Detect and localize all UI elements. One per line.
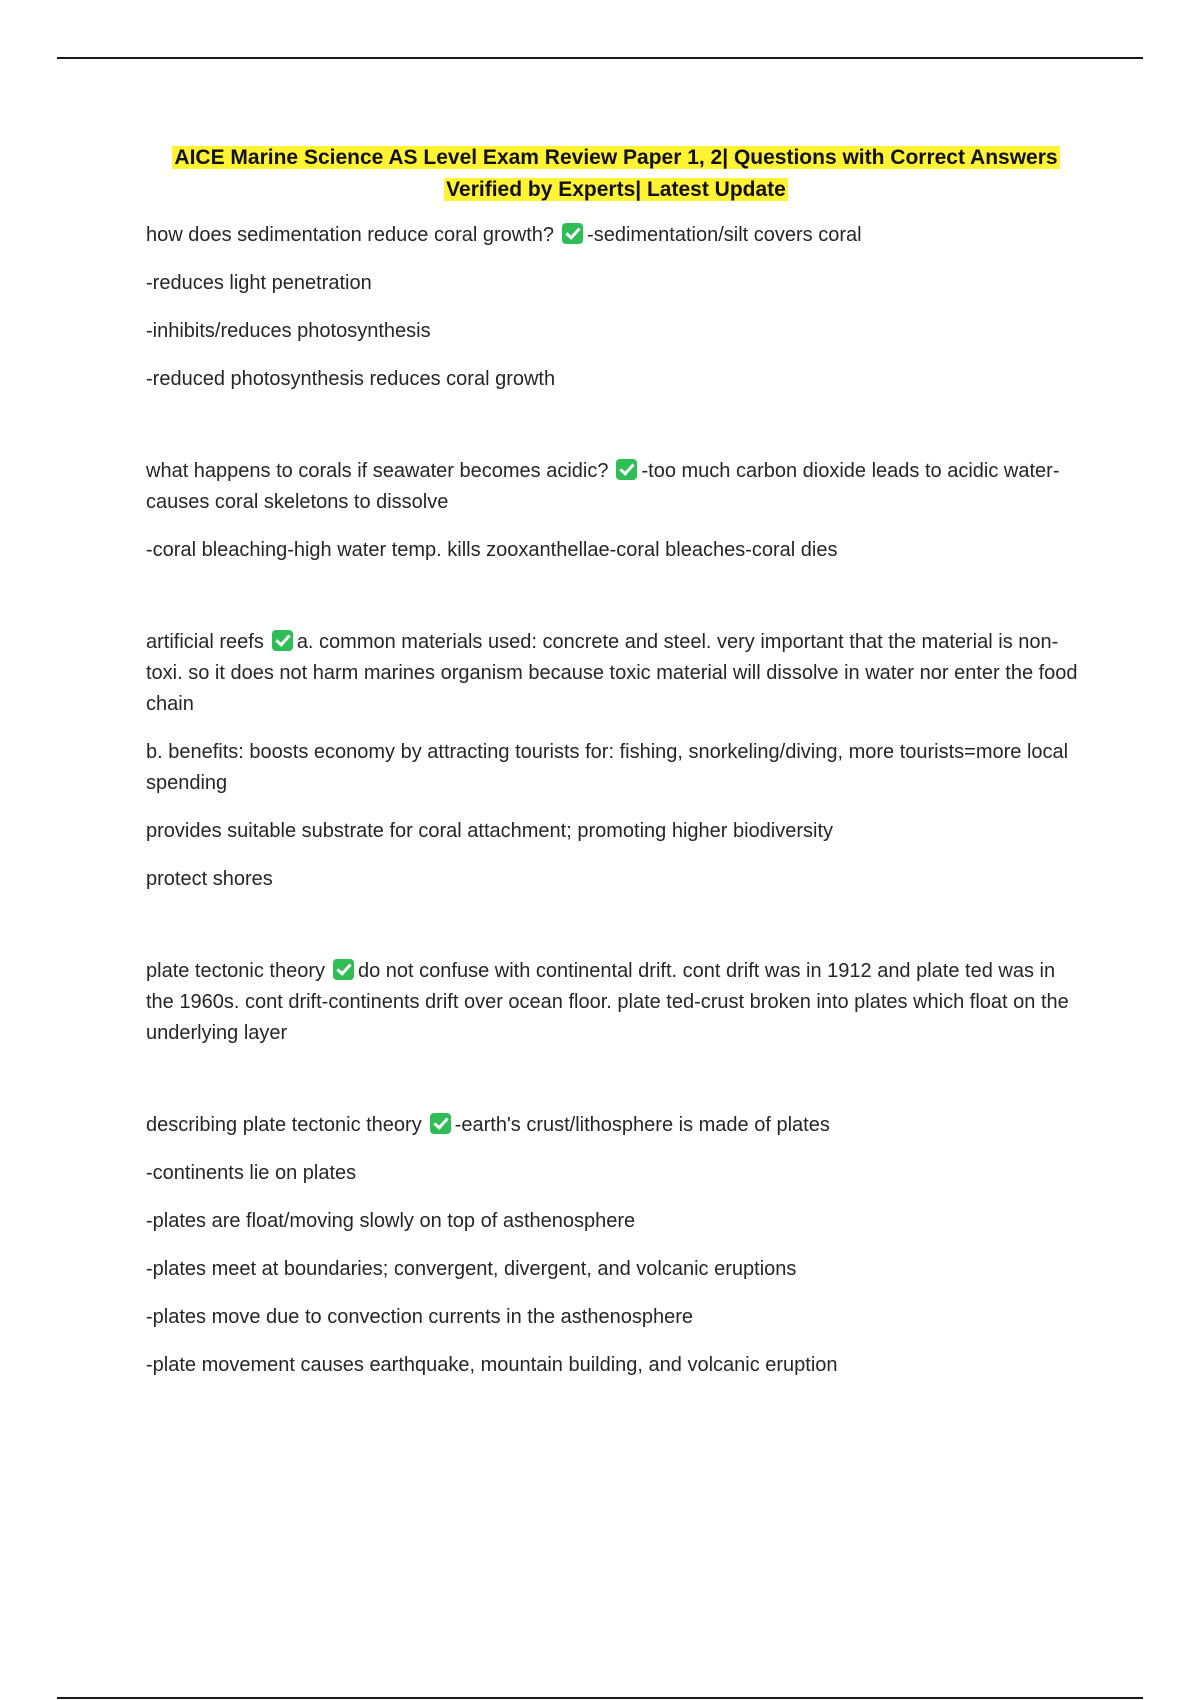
checkmark-icon	[333, 959, 354, 980]
question-text: describing plate tectonic theory	[146, 1114, 422, 1136]
title-line-1: AICE Marine Science AS Level Exam Review Paper 1, 2| Questions with Correct Answers	[174, 146, 1058, 169]
answer-text: a. common materials used: concrete and steel. very important that the material is non-toxi. so it does not harm marines organism because toxic material will dissolve in water nor enter the food chain	[146, 631, 1078, 715]
answer-line: -reduces light penetration	[146, 272, 372, 294]
spacer	[146, 412, 1086, 456]
checkmark-icon	[430, 1113, 451, 1134]
answer-text: -too much carbon dioxide leads to acidic water-causes coral skeletons to dissolve	[146, 460, 1060, 513]
answer-line: -plates are float/moving slowly on top of asthenosphere	[146, 1210, 636, 1232]
checkmark-icon	[616, 459, 637, 480]
question-text: artificial reefs	[146, 631, 264, 653]
answer-text: do not confuse with continental drift. cont drift was in 1912 and plate ted was in the 1960s. cont drift-continents drift over ocean floor. plate ted-crust broken into plates which float on the underlying layer	[146, 960, 1069, 1044]
checkmark-icon	[272, 630, 293, 651]
question-text: what happens to corals if seawater becomes acidic?	[146, 460, 609, 482]
qa-item	[146, 956, 1086, 1049]
qa-question-line	[146, 627, 1086, 720]
qa-question-line	[146, 1110, 1086, 1141]
answer-line: -plates move due to convection currents in the asthenosphere	[146, 1306, 693, 1328]
answer-line: -plates meet at boundaries; convergent, divergent, and volcanic eruptions	[146, 1258, 797, 1280]
qa-item	[146, 627, 1086, 895]
spacer	[146, 912, 1086, 956]
spacer	[146, 1066, 1086, 1110]
question-text: plate tectonic theory	[146, 960, 325, 982]
document-body	[146, 142, 1086, 1398]
answer-line: -continents lie on plates	[146, 1162, 357, 1184]
qa-question-line	[146, 956, 1086, 1049]
answer-line: protect shores	[146, 868, 273, 890]
answer-line: -coral bleaching-high water temp. kills zooxanthellae-coral bleaches-coral dies	[146, 539, 838, 561]
qa-item	[146, 220, 1086, 395]
qa-question-line	[146, 456, 1086, 518]
answer-text: -sedimentation/silt covers coral	[587, 224, 862, 246]
answer-line: provides suitable substrate for coral attachment; promoting higher biodiversity	[146, 820, 834, 842]
bottom-rule	[57, 1697, 1143, 1699]
question-text: how does sedimentation reduce coral growth?	[146, 224, 555, 246]
qa-item	[146, 1110, 1086, 1381]
answer-line: -reduced photosynthesis reduces coral growth	[146, 368, 556, 390]
answer-line: -inhibits/reduces photosynthesis	[146, 320, 431, 342]
answer-text: -earth's crust/lithosphere is made of plates	[454, 1114, 830, 1136]
qa-question-line	[146, 220, 1086, 251]
document-title	[146, 142, 1086, 206]
title-line-2: Verified by Experts| Latest Update	[446, 178, 786, 201]
answer-line: b. benefits: boosts economy by attracting tourists for: fishing, snorkeling/diving, more tourists=more local spending	[146, 741, 1069, 794]
checkmark-icon	[562, 223, 583, 244]
answer-line: -plate movement causes earthquake, mountain building, and volcanic eruption	[146, 1354, 838, 1376]
spacer	[146, 583, 1086, 627]
qa-item	[146, 456, 1086, 566]
top-rule	[57, 57, 1143, 59]
